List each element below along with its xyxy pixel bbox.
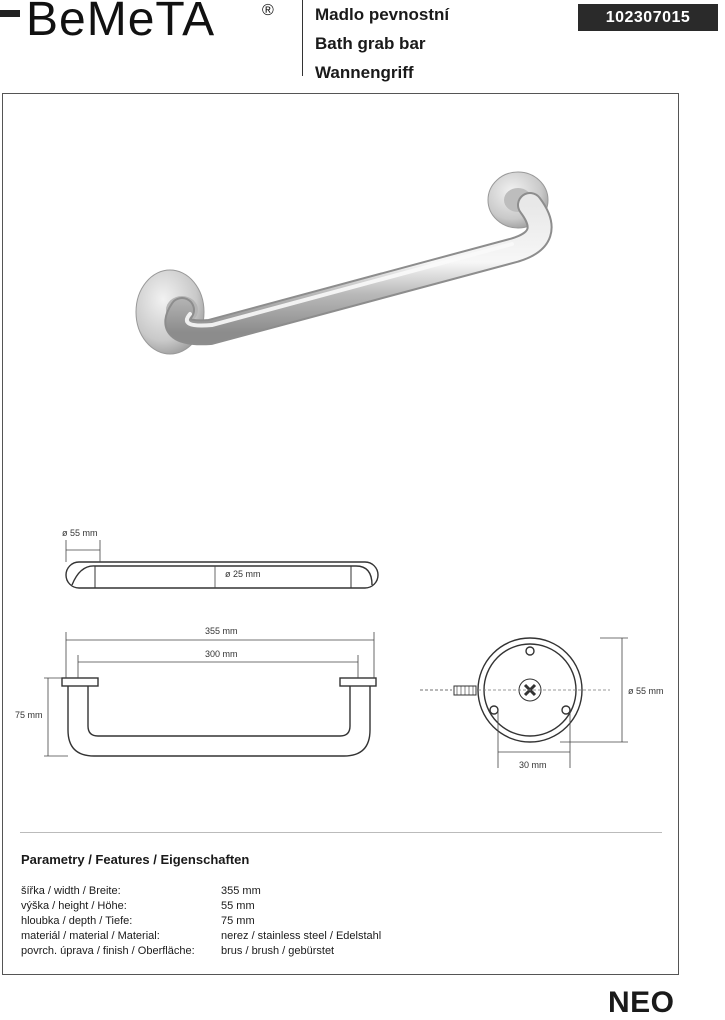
dim-flange-diameter: ø 55 mm — [628, 686, 664, 696]
spec-label: výška / height / Höhe: — [21, 900, 127, 912]
spec-label: hloubka / depth / Tiefe: — [21, 915, 133, 927]
dim-overall-width: 355 mm — [205, 626, 238, 636]
spec-label: šířka / width / Breite: — [21, 885, 121, 897]
spec-label: materiál / material / Material: — [21, 930, 160, 942]
title-czech: Madlo pevnostní — [315, 5, 450, 24]
product-code-badge: 102307015 — [578, 4, 718, 31]
features-heading: Parametry / Features / Eigenschaften — [21, 852, 250, 867]
dim-top-flange-diameter: ø 55 mm — [62, 528, 98, 538]
spec-value: 355 mm — [221, 885, 261, 897]
registered-mark: ® — [262, 2, 274, 19]
spec-row-finish — [21, 944, 381, 959]
spec-label: povrch. úprava / finish / Oberfläche: — [21, 945, 195, 957]
spec-row-width — [21, 884, 381, 899]
section-divider — [20, 832, 662, 833]
spec-row-material — [21, 929, 381, 944]
spec-row-height — [21, 899, 381, 914]
spec-value: 55 mm — [221, 900, 255, 912]
dim-top-tube-diameter: ø 25 mm — [225, 569, 261, 579]
spec-value: brus / brush / gebürstet — [221, 945, 335, 957]
side-view-drawing — [62, 678, 376, 756]
dim-hole-spacing: 30 mm — [519, 760, 547, 770]
top-view-drawing — [66, 562, 378, 588]
logo-wordmark: BeMeTA — [26, 0, 216, 46]
spec-value: nerez / stainless steel / Edelstahl — [221, 930, 382, 942]
spec-value: 75 mm — [221, 915, 255, 927]
spec-row-depth — [21, 914, 381, 929]
title-english: Bath grab bar — [315, 34, 426, 53]
dim-center-width: 300 mm — [205, 649, 238, 659]
series-name: NEO — [608, 986, 675, 1019]
features-list — [21, 884, 381, 959]
title-german: Wannengriff — [315, 63, 414, 82]
dim-depth: 75 mm — [15, 710, 43, 720]
